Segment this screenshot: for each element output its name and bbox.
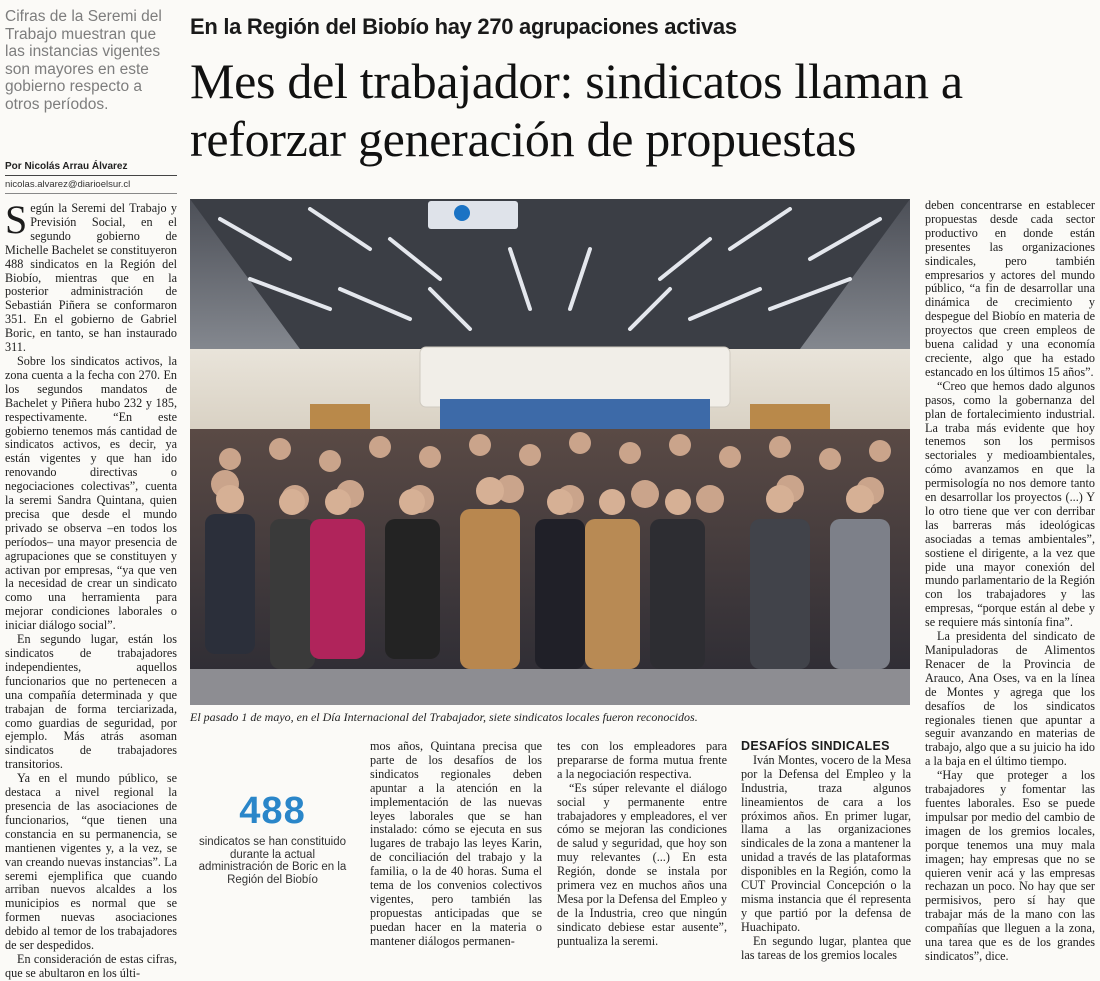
article-column-5 bbox=[925, 199, 1095, 964]
kicker-headline: En la Región del Biobío hay 270 agrupaciones activas bbox=[190, 14, 737, 39]
paragraph: En segundo lugar, están los sindicatos de trabajadores independientes, aquellos funcionarios que no pertenecen a una compañía determinada y que trabajan de forma terciarizada, como guardias de seguridad, por ejemplo. Más atrás asoman sindicatos de trabajadores transitorios. bbox=[5, 632, 177, 772]
paragraph: Ya en el mundo público, se destaca a nivel regional la presencia de las asociaciones de funcionarios, “que tienen una constancia en su permanencia, se mantienen vigentes y, a la vez, se van creando nuevas instancias”. La seremi ejemplifica que cuando arriban nuevos alcaldes a los municipios es normal que se formen nuevas asociaciones debido al temor de los trabajadores de ser despedidos. bbox=[5, 771, 177, 953]
paragraph: “Es súper relevante el diálogo social y permanente entre trabajadores y empleadores, el ver cómo se mejoran las condiciones de salud y seguridad, que hoy son muy relevantes (...) En esta Región, donde se instala por primera vez en muchos años una Mesa por la Defensa del Empleo y de la Industria, creo que ningún sindicato debiese estar ausente”, puntualiza la seremi. bbox=[557, 780, 727, 948]
paragraph: Sobre los sindicatos activos, la zona cuenta a la fecha con 270. En los segundos mandatos de Bachelet y Piñera hubo 232 y 185, respectivamente. “En este gobierno tenemos más cantidad de sindicatos activos, es decir, ya están vigentes y que han ido renovando directivas o negociaciones colectivas”, cuenta la seremi Sandra Quintana, quien precisa que desde el mundo privado se observa –en todos los períodos– una mayor presencia de agrupaciones que se constituyen y activan por empresas, “ya que ven la necesidad de crear un sindicato como una herramienta para mejorar condiciones laborales o iniciar diálogo social”. bbox=[5, 353, 177, 633]
paragraph: En segundo lugar, plantea que las tareas de los gremios locales bbox=[741, 933, 911, 962]
article-column-3 bbox=[557, 740, 727, 962]
stat-number: 488 bbox=[239, 790, 306, 832]
paragraph: deben concentrarse en establecer propuestas desde cada sector productivo en donde están presentes las organizaciones sindicales, pero también empresarios y actores del mundo público, “a fin de desarrollar una dinámica de crecimiento y despegue del Biobío en materia de proyectos que creen empleos de buena calidad y una economía creciente, algo que ha estado estancado en los últimos 15 años”. bbox=[925, 198, 1095, 379]
event-photo-illustration bbox=[190, 199, 910, 705]
paragraph: Según la Seremi del Trabajo y Previsión Social, en el segundo gobierno de Michelle Bachelet se constituyeron 488 sindicatos en la Región del Biobío, mientras que en la posterior administración de Sebastián Piñera se conformaron 351. En el gobierno de Gabriel Boric, en tanto, se han instaurado 311. bbox=[5, 197, 177, 355]
author-byline: Por Nicolás Arrau Álvarez bbox=[5, 161, 128, 172]
section-subhead: DESAFÍOS SINDICALES bbox=[741, 739, 890, 753]
divider bbox=[5, 193, 177, 194]
divider bbox=[5, 175, 177, 176]
paragraph: En consideración de estas cifras, que se abultaron en los últi- bbox=[5, 951, 177, 980]
paragraph: La presidenta del sindicato de Manipuladoras de Alimentos Renacer de la Provincia de Arauco, Ana Oses, va en la línea de Montes y agrega que los desafíos de los sindicatos regionales tienen que apuntar a seguir avanzando en materias de trabajo, algo que a su juicio ha ido a la baja en el último tiempo. bbox=[925, 629, 1095, 769]
article-summary: Cifras de la Seremi del Trabajo muestran que las instancias vigentes son mayores en este gobierno respecto a otros períodos. bbox=[5, 8, 162, 113]
paragraph: tes con los empleadores para prepararse de forma mutua frente a la negociación respectiva. bbox=[557, 739, 727, 781]
main-headline: Mes del trabajador: sindicatos llaman a reforzar generación de propuestas bbox=[190, 53, 963, 167]
drop-cap: S bbox=[5, 197, 28, 242]
paragraph: mos años, Quintana precisa que parte de los desafíos de los sindicatos regionales deben apuntar a la atención en la implementación de las nuevas leyes laborales que se han instalado: cómo se ejecuta en sus lugares de trabajo las leyes Karin, de conciliación del trabajo y la familia, o la de 40 horas. Suma el tema de los convenios colectivos vigentes, pero también las propuestas anticipadas que se puedan hacer en la materia o mantener diálogos permanen- bbox=[370, 739, 542, 948]
photo-caption: El pasado 1 de mayo, en el Día Internacional del Trabajador, siete sindicatos locales fueron reconocidos. bbox=[190, 710, 698, 724]
author-email[interactable]: nicolas.alvarez@diarioelsur.cl bbox=[5, 179, 131, 190]
paragraph: “Hay que proteger a los trabajadores y fomentar las fuentes laborales. Eso se puede impulsar por medio del cambio de imagen de los gremios locales, porque tenemos una muy mala imagen; hay empresas que no se quieren venir acá y las empresas rechazan un poco. No hay que ser permisivos, pero sí hay que trabajar más de la mano con las compañías que lleguen a la zona, una tarea que es de los grandes sindicatos”, dice. bbox=[925, 768, 1095, 963]
article-column-1 bbox=[5, 197, 177, 980]
stat-description: sindicatos se han constituido durante la actual administración de Boric en la Región del Biobío bbox=[198, 836, 347, 886]
article-column-2 bbox=[370, 740, 542, 962]
article-column-4 bbox=[741, 740, 911, 962]
paragraph: “Creo que hemos dado algunos pasos, como la gobernanza del plan de fortalecimiento industrial. La traba más evidente que hoy tenemos son los permisos sectoriales y medioambientales, cómo avanzamos en que la permisología no nos demore tanto en desarrollar los proyectos (...) Y lo otro tiene que ver con derribar las barreras más ideológicas asociadas a temas ambientales”, sostiene el dirigente, a la vez que pide una mayor conexión del mundo parlamentario de la Región con los trabajadores y las empresas, “porque están al debe y se requiere más sintonía fina”. bbox=[925, 378, 1095, 630]
event-photo bbox=[190, 199, 910, 705]
paragraph: Iván Montes, vocero de la Mesa por la Defensa del Empleo y la Industria, traza algunos lineamientos de cara a los próximos años. En primer lugar, llama a las organizaciones sindicales de la zona a mantener la unidad a través de las plataformas disponibles en la Región, como la CUT Provincial Concepción o la misma instancia que él representa y que partió por la defensa de Huachipato. bbox=[741, 752, 911, 934]
